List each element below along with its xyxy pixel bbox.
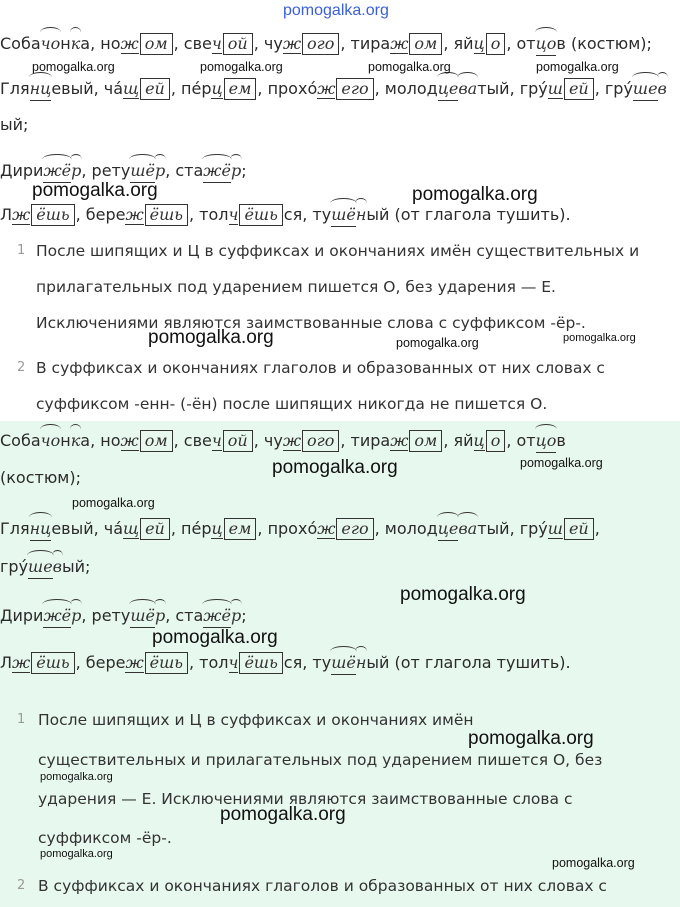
suffix-mark: жё <box>203 160 231 183</box>
example-line: гру́шевый; <box>0 556 90 579</box>
suffix-mark: цо <box>536 33 557 56</box>
watermark: pomogalka.org <box>40 848 113 860</box>
suffix-mark: р <box>71 161 82 180</box>
watermark: pomogalka.org <box>220 804 346 825</box>
watermark: pomogalka.org <box>396 336 479 350</box>
suffix-mark: ше <box>28 556 53 579</box>
suffix-mark: р <box>154 161 166 180</box>
example-line: Собачонка, нож ом , свеч ой , чуж ого , тираж ом , яйц о , отцов (костюм); <box>0 33 652 56</box>
watermark: pomogalka.org <box>148 327 274 348</box>
watermark: pomogalka.org <box>32 180 158 201</box>
rule-text: ударения — Е. Исключениями являются заимствованные слова с <box>38 790 573 808</box>
suffix-mark: ва <box>458 79 478 98</box>
root-mark: ж <box>12 653 31 672</box>
ending-box: ем <box>224 518 257 540</box>
ending-box: ой <box>223 430 253 452</box>
root-mark: ч <box>228 205 239 224</box>
watermark: pomogalka.org <box>72 496 155 510</box>
ending-box: о <box>486 430 506 452</box>
ending-box: ей <box>140 518 170 540</box>
root-mark: ж <box>125 205 144 224</box>
suffix-mark: чо <box>40 34 61 53</box>
watermark: pomogalka.org <box>368 60 451 74</box>
ending-box: ёшь <box>145 652 188 674</box>
rule-text: прилагательных под ударением пишется О, без ударения — Е. <box>36 278 556 296</box>
suffix-mark: р <box>71 606 82 625</box>
watermark: pomogalka.org <box>563 332 636 344</box>
ending-box: о <box>486 33 506 55</box>
suffix-mark: н <box>355 653 367 672</box>
root-mark: ж <box>390 34 409 53</box>
suffix-mark: в <box>657 79 667 98</box>
root-mark: ч <box>228 653 239 672</box>
root-mark: ж <box>390 431 409 450</box>
ending-box: ого <box>302 33 339 55</box>
ending-box: ом <box>140 430 173 452</box>
ending-box: ом <box>409 430 442 452</box>
example-line: Лж ёшь , береж ёшь , толч ёшь ся, тушёный (от глагола тушить). <box>0 204 571 227</box>
rule-text: В суффиксах и окончаниях глаголов и образованных от них словах с <box>36 359 605 377</box>
rule-text: существительных и прилагательных под ударением пишется О, без <box>38 751 603 769</box>
suffix-mark: шё <box>331 204 356 227</box>
ending-box: ей <box>564 78 594 100</box>
suffix-mark: н <box>355 205 367 224</box>
root-mark: ч <box>211 34 222 53</box>
ending-box: ей <box>564 518 594 540</box>
root-mark: ж <box>120 431 139 450</box>
suffix-mark: жё <box>43 160 71 183</box>
root-mark: ц <box>473 34 485 53</box>
watermark: pomogalka.org <box>536 60 619 74</box>
example-line: (костюм); <box>0 468 81 487</box>
ending-box: ом <box>409 33 442 55</box>
rule-number: 1 <box>17 712 26 727</box>
ending-box: ой <box>223 33 253 55</box>
watermark: pomogalka.org <box>552 856 635 870</box>
ending-box: его <box>336 78 373 100</box>
rule-text: суффиксом -енн- (-ён) после шипящих никогда не пишется О. <box>36 395 548 413</box>
rule-text: Исключениями являются заимствованные слова с суффиксом -ёр-. <box>36 314 586 332</box>
suffix-mark: р <box>230 161 242 180</box>
rule-number: 1 <box>17 243 26 258</box>
ending-box: ом <box>140 33 173 55</box>
watermark: pomogalka.org <box>152 627 278 648</box>
root-mark: ж <box>125 653 144 672</box>
suffix-mark: в <box>52 557 62 576</box>
watermark: pomogalka.org <box>412 184 538 205</box>
suffix-mark: нц <box>30 78 52 101</box>
ending-box: ёшь <box>239 652 282 674</box>
ending-box: ёшь <box>31 204 74 226</box>
root-mark: ш <box>547 519 563 538</box>
watermark: pomogalka.org <box>400 584 526 605</box>
rule-text: В суффиксах и окончаниях глаголов и образованных от них словах с <box>38 877 607 895</box>
example-line: ый; <box>0 115 29 134</box>
suffix-mark: р <box>230 606 242 625</box>
suffix-mark: це <box>438 518 459 541</box>
root-mark: ж <box>317 79 336 98</box>
watermark: pomogalka.org <box>272 457 398 478</box>
rule-text: После шипящих и Ц в суффиксах и окончаниях имён существительных и <box>36 242 640 260</box>
rule-text: суффиксом -ёр-. <box>38 829 172 847</box>
root-mark: ж <box>120 34 139 53</box>
watermark: pomogalka.org <box>520 456 603 470</box>
root-mark: ш <box>547 79 563 98</box>
suffix-mark: це <box>438 78 459 101</box>
watermark: pomogalka.org <box>200 60 283 74</box>
suffix-mark: р <box>154 606 166 625</box>
suffix-mark: чо <box>40 431 61 450</box>
rule-text: После шипящих и Ц в суффиксах и окончаниях имён <box>38 711 474 729</box>
ending-box: его <box>336 518 373 540</box>
root-mark: щ <box>123 79 140 98</box>
ending-box: ёшь <box>239 204 282 226</box>
root-mark: ц <box>211 519 223 538</box>
root-mark: ч <box>211 431 222 450</box>
example-line: Глянцевый, ча́щ ей , пе́рц ем , прохо́ж его , молодцеватый, гру́ш ей , <box>0 518 600 541</box>
watermark: pomogalka.org <box>40 771 113 783</box>
suffix-mark: нц <box>30 518 52 541</box>
root-mark: ж <box>317 519 336 538</box>
suffix-mark: жё <box>203 605 231 628</box>
ending-box: ем <box>224 78 257 100</box>
suffix-mark: цо <box>536 430 557 453</box>
root-mark: ц <box>211 79 223 98</box>
example-line: Собачонка, нож ом , свеч ой , чуж ого , тираж ом , яйц о , отцов <box>0 430 566 453</box>
suffix-mark: ше <box>633 78 658 101</box>
example-line: Дирижёр, ретушёр, стажёр; <box>0 605 247 628</box>
root-mark: щ <box>123 519 140 538</box>
suffix-mark: к <box>70 34 81 53</box>
example-line: Дирижёр, ретушёр, стажёр; <box>0 160 247 183</box>
root-mark: ж <box>282 431 302 450</box>
watermark: pomogalka.org <box>32 60 115 74</box>
ending-box: ого <box>302 430 339 452</box>
ending-box: ёшь <box>31 652 74 674</box>
ending-box: ёшь <box>145 204 188 226</box>
example-line: Глянцевый, ча́щ ей , пе́рц ем , прохо́ж его , молодцеватый, гру́ш ей , гру́шев <box>0 78 667 101</box>
rule-number: 2 <box>17 360 26 375</box>
suffix-mark: шё <box>130 160 155 183</box>
suffix-mark: шё <box>331 652 356 675</box>
suffix-mark: ва <box>458 519 478 538</box>
watermark: pomogalka.org <box>468 728 594 749</box>
rule-number: 2 <box>17 878 26 893</box>
watermark: pomogalka.org <box>283 2 389 19</box>
ending-box: ей <box>140 78 170 100</box>
root-mark: ж <box>12 205 31 224</box>
root-mark: ц <box>473 431 485 450</box>
suffix-mark: к <box>70 431 81 450</box>
suffix-mark: жё <box>43 605 71 628</box>
suffix-mark: шё <box>130 605 155 628</box>
root-mark: ж <box>282 34 302 53</box>
example-line: Лж ёшь , береж ёшь , толч ёшь ся, тушёный (от глагола тушить). <box>0 652 571 675</box>
